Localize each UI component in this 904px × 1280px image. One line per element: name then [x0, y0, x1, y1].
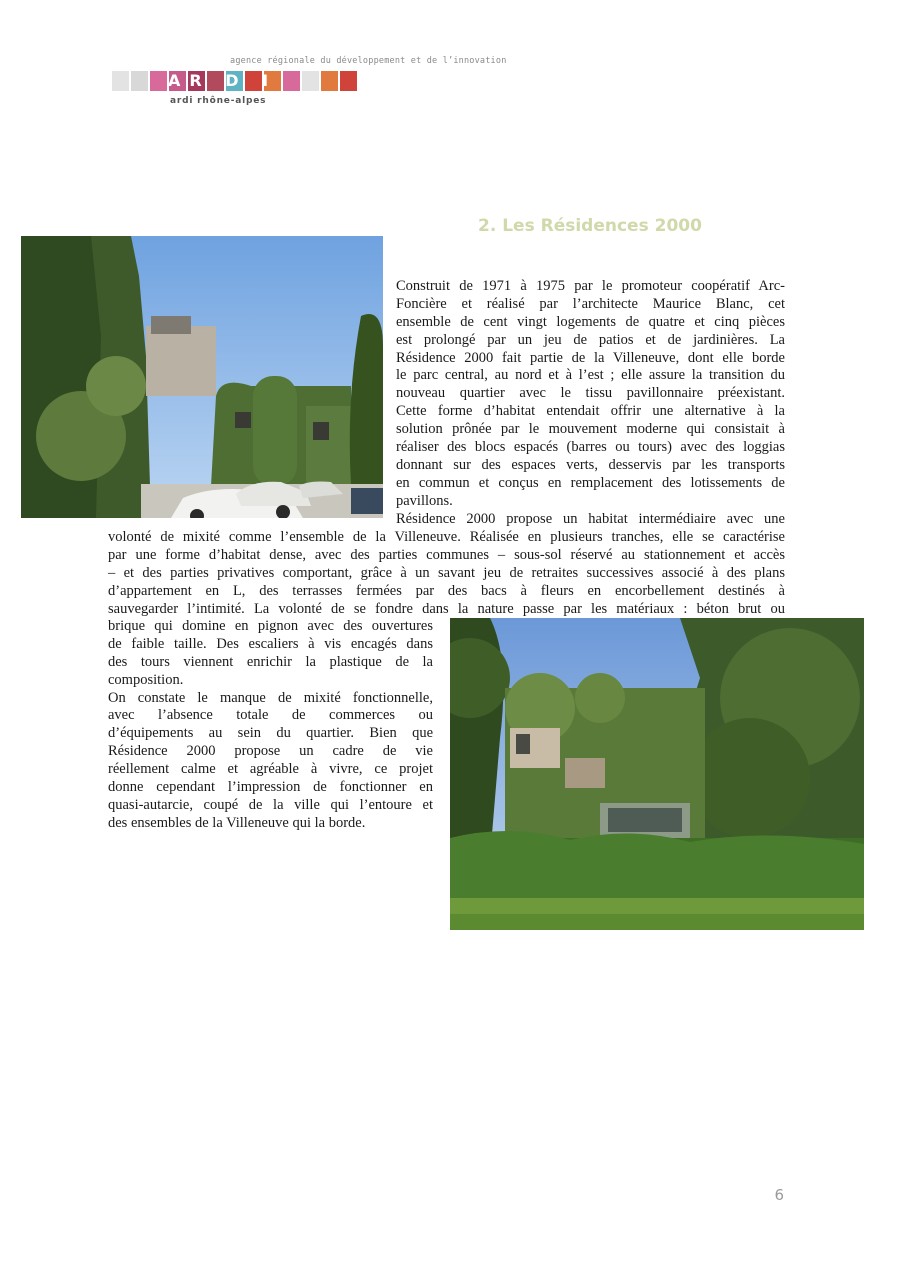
text-column-left: [108, 618, 433, 833]
logo-square: [112, 71, 129, 91]
text-line: volonté de mixité comme l’ensemble de la Villeneuve. Réalisée en plusieurs tranches, elle se caractérise: [108, 529, 785, 545]
text-line: – et des parties privatives comportant, grâce à un savant jeu de retraites successives associé à des plans: [108, 564, 785, 581]
text-line: pavillons.: [396, 492, 453, 509]
logo-square: [302, 71, 319, 91]
text-line: sauvegarder l’intimité. La volonté de se fondre dans la nature passe par les matériaux : béton brut ou: [108, 600, 785, 617]
text-line: des tours viennent enrichir la plastique de la: [108, 653, 433, 670]
text-line: composition.: [108, 671, 184, 688]
logo-square: [340, 71, 357, 91]
text-line: Cette forme d’habitat entendait offrir une alternative à la: [396, 403, 785, 420]
logo-square: [283, 71, 300, 91]
text-line: des ensembles de la Villeneuve qui la borde.: [108, 814, 366, 831]
text-line: Résidence 2000 propose un habitat intermédiaire avec une: [396, 510, 785, 527]
logo-subtitle: ardi rhône-alpes: [170, 96, 267, 106]
text-line: quasi-autarcie, coupé de la ville qui l’entoure et: [108, 796, 433, 813]
logo-square: [150, 71, 167, 91]
text-line: Résidence 2000 fait partie de la Villeneuve, dont elle borde: [396, 349, 785, 366]
text-line: de faible taille. Des escaliers à vis encagés dans: [108, 635, 433, 652]
page-number: 6: [774, 1186, 784, 1204]
text-line: donne cependant l’impression de fonctionner en: [108, 779, 433, 796]
text-line: réellement calme et agréable à vivre, ce projet: [108, 761, 433, 778]
ardi-logo: [112, 56, 512, 108]
residence-photo-2: [450, 618, 864, 930]
text-line: brique qui domine en pignon avec des ouvertures: [108, 618, 433, 634]
logo-tagline: agence régionale du développement et de l’innovation: [230, 56, 507, 66]
text-line: avec l’absence totale de commerces ou: [108, 707, 433, 724]
text-line: le parc central, au nord et à l’est ; elle assure la transition du: [396, 367, 785, 384]
text-line: solution prônée par le mouvement moderne qui consistait à: [396, 421, 785, 438]
logo-square: [321, 71, 338, 91]
section-title: 2. Les Résidences 2000: [478, 216, 702, 236]
text-line: en commun et conçus en remplacement des lotissements de: [396, 474, 785, 491]
text-column-right: [396, 278, 785, 528]
text-full-width: [108, 529, 785, 618]
text-line: ensemble de cent vingt logements de quatre et cinq pièces: [396, 313, 785, 330]
text-line: Foncière et réalisé par l’architecte Maurice Blanc, cet: [396, 295, 785, 312]
residence-buildings-image: [21, 236, 383, 518]
text-line: Résidence 2000 propose un cadre de vie: [108, 743, 433, 760]
residence-garden-image: [450, 618, 864, 930]
logo-square: [131, 71, 148, 91]
text-line: On constate le manque de mixité fonctionnelle,: [108, 689, 433, 706]
logo-letters: AR D I: [168, 71, 278, 90]
text-line: est prolongé par un jeu de patios et de jardinières. La: [396, 331, 785, 348]
text-line: Construit de 1971 à 1975 par le promoteur coopératif Arc-: [396, 278, 785, 294]
text-line: nouveau quartier avec le tissu pavillonnaire préexistant.: [396, 385, 785, 402]
text-line: d’équipements au sein du quartier. Bien que: [108, 725, 433, 742]
residence-photo-1: [21, 236, 383, 518]
text-line: par une forme d’habitat dense, avec des parties communes – sous-sol réservé au stationnement et accès: [108, 546, 785, 563]
text-line: réaliser des blocs espacés (barres ou tours) avec des loggias: [396, 439, 785, 456]
text-line: donnant sur des espaces verts, desservis par les transports: [396, 456, 785, 473]
text-line: d’appartement en L, des terrasses fermées par des bacs à fleurs en encorbellement destinés à: [108, 582, 785, 599]
